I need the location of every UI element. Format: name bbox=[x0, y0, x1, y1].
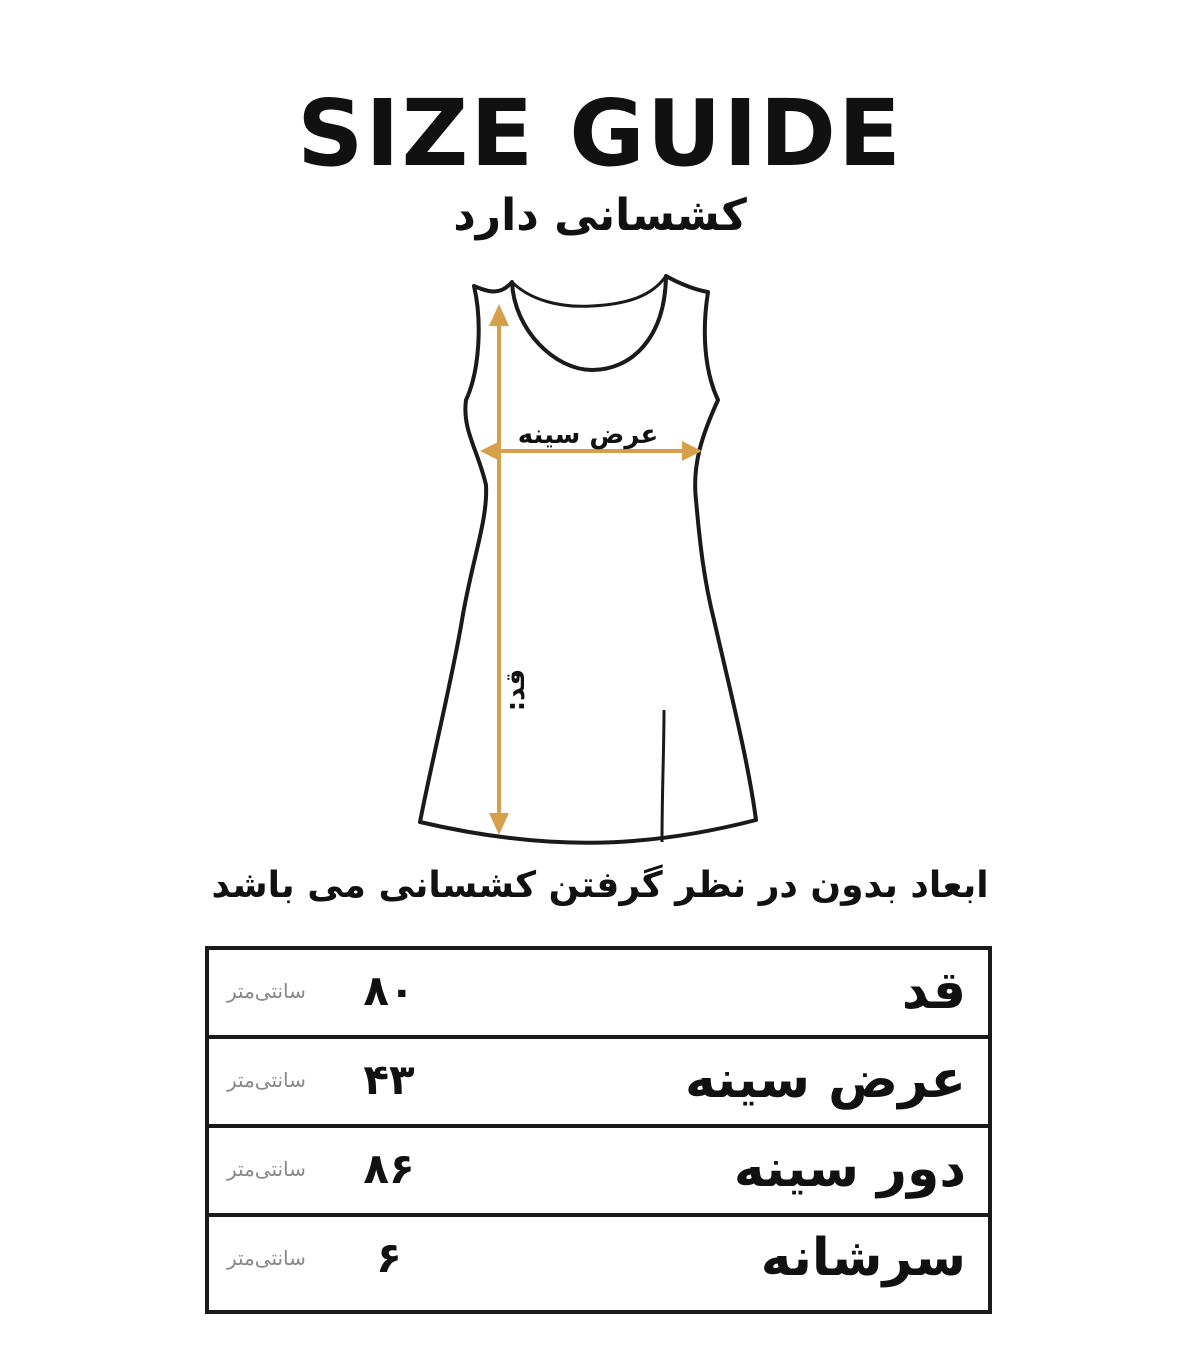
measurement-note: ابعاد بدون در نظر گرفتن کشسانی می باشد bbox=[211, 865, 989, 906]
size-table bbox=[205, 946, 992, 1314]
row-label: عرض سینه bbox=[684, 1050, 966, 1110]
dress-outline bbox=[420, 276, 756, 843]
dress-diagram bbox=[0, 260, 1200, 850]
row-unit: سانتی‌متر bbox=[227, 1246, 306, 1270]
table-row bbox=[209, 950, 988, 1039]
subtitle: کشسانی دارد bbox=[453, 190, 747, 241]
row-unit: سانتی‌متر bbox=[227, 979, 306, 1003]
page-title: SIZE GUIDE bbox=[297, 80, 903, 187]
table-row bbox=[209, 1128, 988, 1217]
row-unit: سانتی‌متر bbox=[227, 1157, 306, 1181]
row-value: ۸۶ bbox=[363, 1144, 415, 1193]
table-row bbox=[209, 1217, 988, 1310]
dress-outline-illustration bbox=[0, 260, 1200, 850]
row-value: ۴۳ bbox=[363, 1055, 415, 1104]
length-label: قد: bbox=[501, 668, 531, 712]
row-label: قد bbox=[901, 961, 966, 1021]
table-row bbox=[209, 1039, 988, 1128]
row-label: دور سینه bbox=[733, 1139, 966, 1199]
row-value: ۶ bbox=[376, 1233, 402, 1282]
row-label: سرشانه bbox=[760, 1228, 966, 1288]
row-unit: سانتی‌متر bbox=[227, 1068, 306, 1092]
chest-width-label: عرض سینه bbox=[517, 420, 659, 450]
neckline bbox=[512, 276, 666, 306]
row-value: ۸۰ bbox=[363, 966, 415, 1015]
